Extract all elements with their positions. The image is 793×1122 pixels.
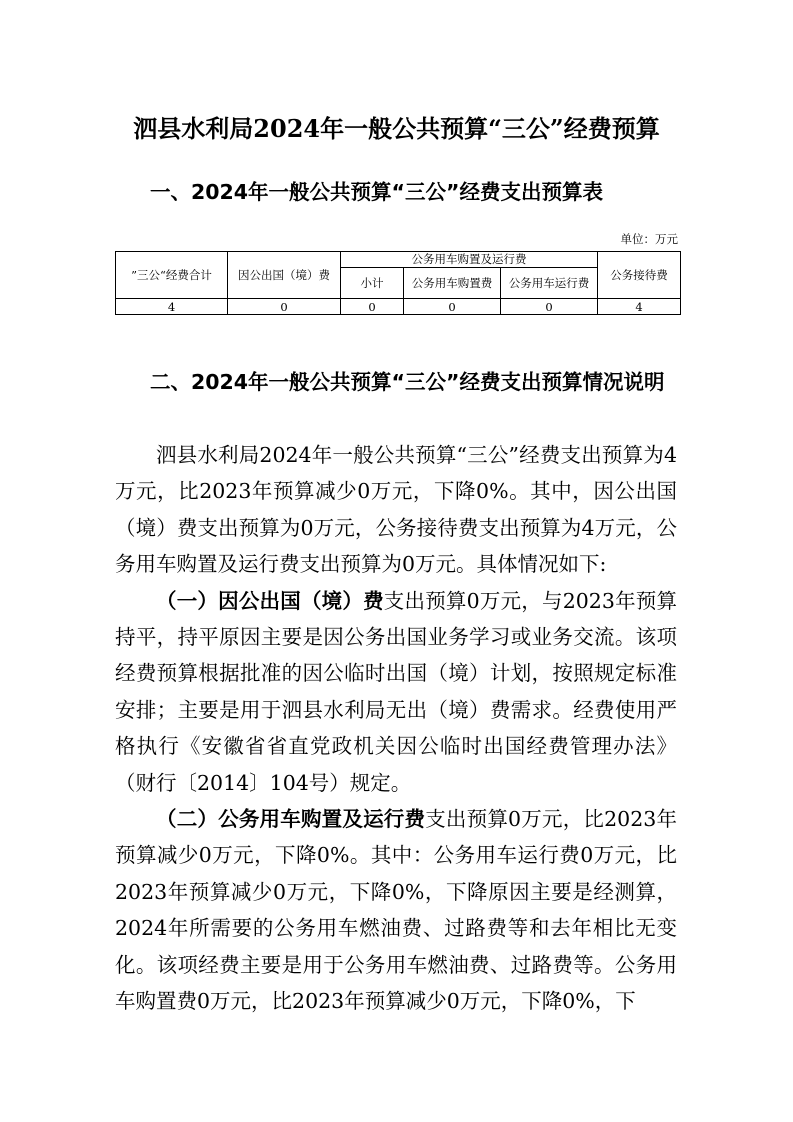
paragraph-vehicle	[115, 801, 677, 1019]
header-reception: 公务接待费	[598, 252, 681, 299]
paragraph-abroad	[115, 583, 677, 801]
cell-vehicle-operation: 0	[501, 299, 598, 315]
explanation-body	[115, 437, 677, 1020]
paragraph-vehicle-text: 支出预算0万元，比2023年预算减少0万元，下降0%。其中：公务用车运行费0万元，比2023年预算减少0万元，下降0%，下降原因主要是经测算，2024年所需要的公务用车燃油费、过路费等和去年相比无变化。该项经费主要是用于公务用车燃油费、过路费等。公务用车购置费0万元，比2023年预算减少0万元，下降0%，下	[115, 807, 677, 1014]
cell-subtotal: 0	[341, 299, 404, 315]
paragraph-summary: 泗县水利局2024年一般公共预算“三公”经费支出预算为4万元，比2023年预算减少0万元，下降0%。其中，因公出国（境）费支出预算为0万元，公务接待费支出预算为4万元，公务用车购置及运行费支出预算为0万元。具体情况如下:	[115, 443, 677, 577]
header-total: ”三公“经费合计	[116, 252, 228, 299]
section-heading-budget-table: 一、2024年一般公共预算“三公”经费支出预算表	[150, 180, 604, 204]
paragraph-abroad-text: 支出预算0万元，与2023年预算持平，持平原因主要是因公务出国业务学习或业务交流。该项经费预算根据批准的因公临时出国（境）计划，按照规定标准安排；主要是用于泗县水利局无出（境）费需求。经费使用严格执行《安徽省省直党政机关因公临时出国经费管理办法》（财行〔2014〕104号）规定。	[115, 588, 678, 795]
cell-abroad: 0	[228, 299, 341, 315]
document-title: 泗县水利局2024年一般公共预算“三公”经费预算	[133, 114, 660, 143]
header-abroad: 因公出国（境）费	[228, 252, 341, 299]
header-vehicle-purchase: 公务用车购置费	[404, 268, 501, 299]
header-subtotal: 小计	[341, 268, 404, 299]
paragraph-vehicle-lead: （二）公务用车购置及运行费	[156, 807, 426, 832]
header-vehicle-group: 公务用车购置及运行费	[341, 252, 598, 268]
cell-reception: 4	[598, 299, 681, 315]
cell-total: 4	[116, 299, 228, 315]
table-row	[116, 299, 681, 315]
unit-label: 单位：万元	[620, 232, 678, 246]
budget-table	[115, 251, 681, 315]
table-header-row	[116, 252, 681, 268]
header-vehicle-operation: 公务用车运行费	[501, 268, 598, 299]
paragraph-abroad-lead: （一）因公出国（境）费	[156, 588, 384, 613]
section-heading-explanation: 二、2024年一般公共预算“三公”经费支出预算情况说明	[150, 370, 665, 394]
cell-vehicle-purchase: 0	[404, 299, 501, 315]
